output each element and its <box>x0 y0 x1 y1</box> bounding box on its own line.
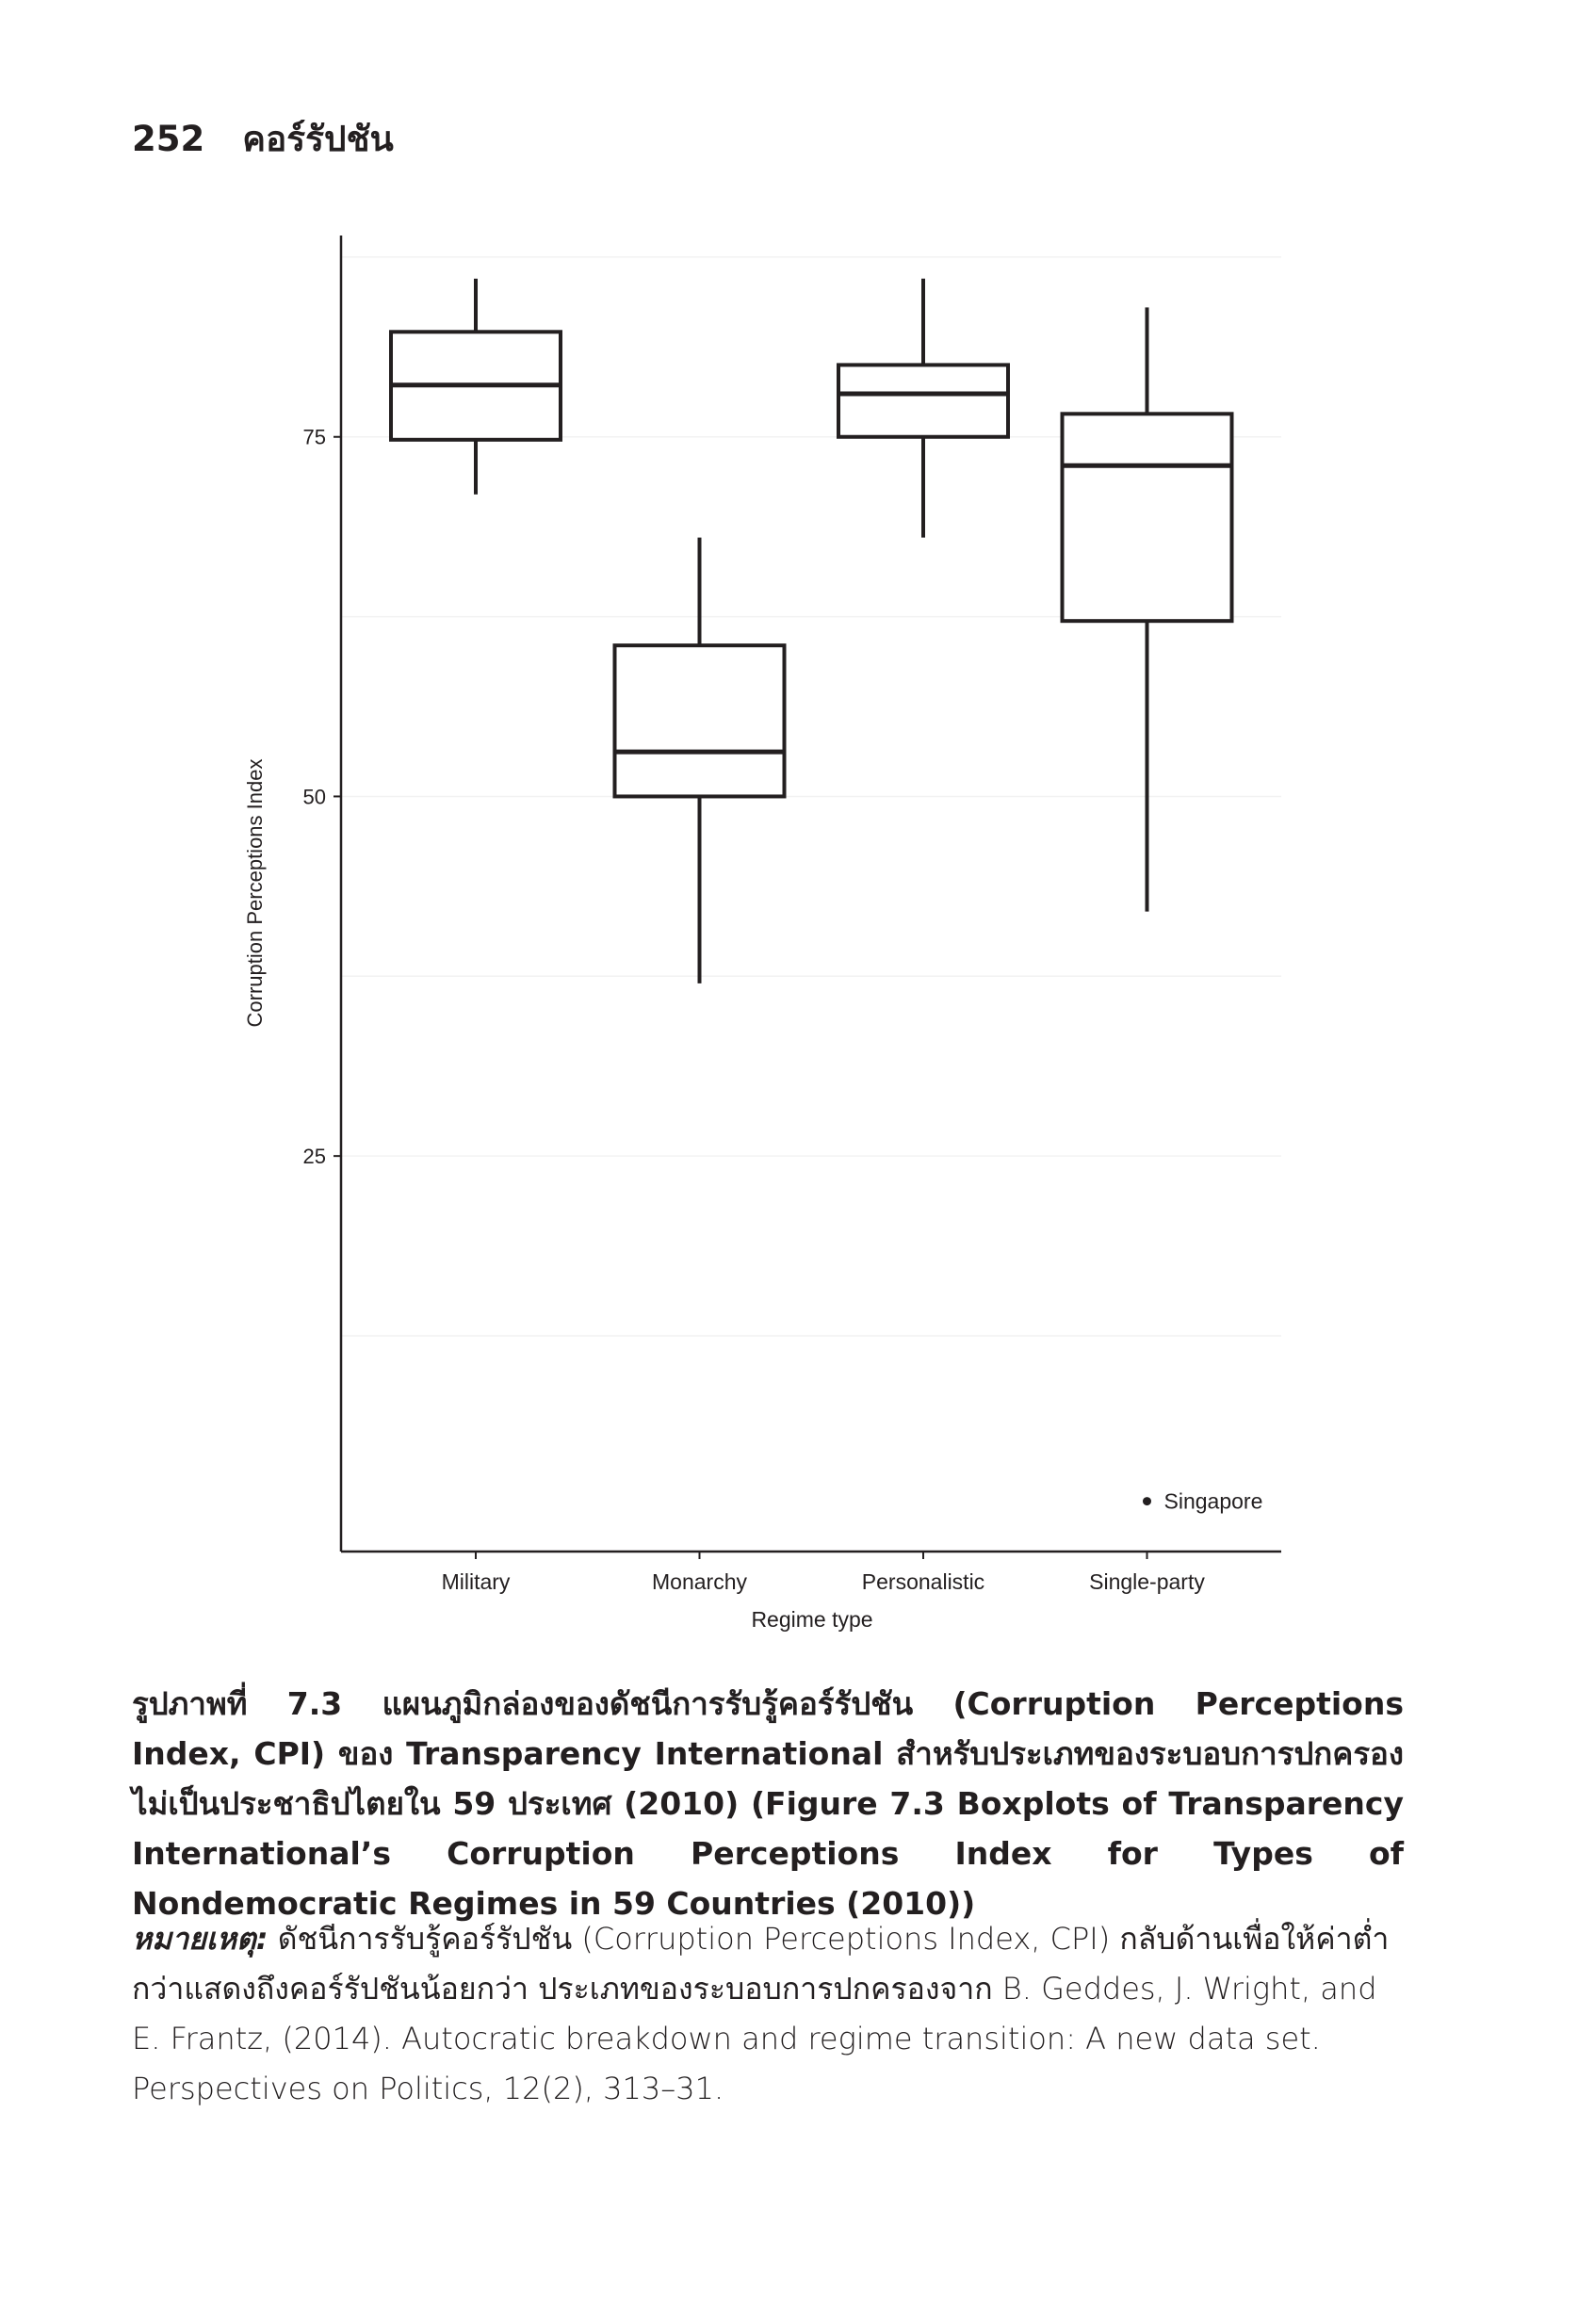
y-tick-label: 75 <box>302 425 326 449</box>
book-title: คอร์รัปชัน <box>242 119 394 159</box>
box-personalistic <box>838 279 1008 538</box>
y-tick-label: 50 <box>302 785 326 809</box>
figure-caption <box>132 1679 1404 1928</box>
figure-note <box>132 1914 1404 2114</box>
x-axis-label: Regime type <box>751 1607 873 1632</box>
outlier-point <box>1143 1497 1151 1505</box>
x-tick-label: Monarchy <box>652 1569 747 1594</box>
page-number: 252 <box>132 119 205 159</box>
x-tick-label: Personalistic <box>861 1569 985 1594</box>
x-tick-label: Single-party <box>1089 1569 1205 1594</box>
outliers <box>1143 1489 1262 1514</box>
box-military <box>391 279 561 495</box>
boxes <box>391 279 1232 983</box>
caption-label: รูปภาพที่ 7.3 <box>132 1685 343 1722</box>
iqr-box <box>615 645 785 796</box>
caption-text: แผนภูมิกล่องของดัชนีการรับรู้คอร์รัปชัน (Corruption Perceptions Index, CPI) ของ Transparency International สำหรับประเภทของระบอบการปกครองไม่เป็นประชาธิปไตยใน 59 ประเทศ (2010) (Figure 7.3 Boxplots of Transparency International’s Corruption Perceptions Index for Types of Nondemocratic Regimes in 59 Countries (2010)) <box>132 1685 1404 1922</box>
outlier-label: Singapore <box>1163 1488 1263 1514</box>
box-monarchy <box>615 538 785 983</box>
y-axis-label: Corruption Perceptions Index <box>243 758 267 1028</box>
note-label: หมายเหตุ: <box>132 1921 268 1957</box>
y-tick-label: 25 <box>302 1145 326 1169</box>
iqr-box <box>1063 414 1232 621</box>
x-tick-label: Military <box>441 1569 511 1594</box>
iqr-box <box>838 365 1008 436</box>
note-text: ดัชนีการรับรู้คอร์รัปชัน (Corruption Perceptions Index, CPI) กลับด้านเพื่อให้ค่าต่ำกว่าแสดงถึงคอร์รัปชันน้อยกว่า ประเภทของระบอบการปกครองจาก B. Geddes, J. Wright, and E. Frantz, (2014). Autocratic breakdown and regime transition: A new data set. Perspectives on Politics, 12(2), 313–31. <box>132 1921 1390 2106</box>
box-single-party <box>1063 307 1232 911</box>
